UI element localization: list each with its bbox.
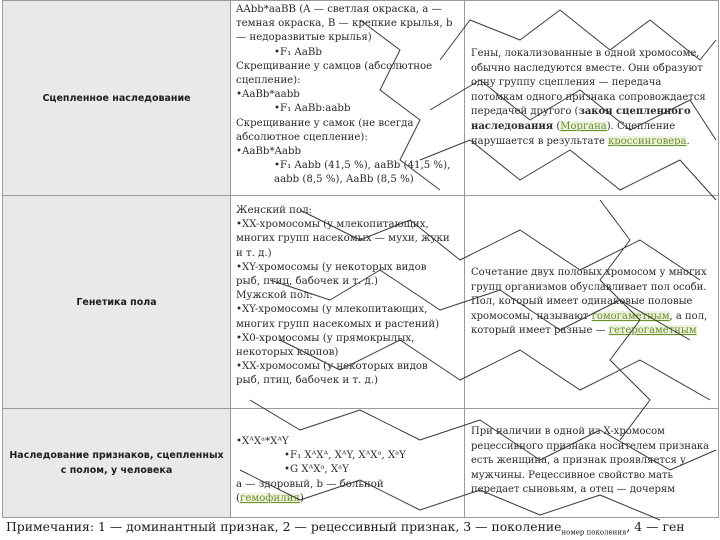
example-line: Скрещивание у самцов (абсолютное bbox=[236, 60, 433, 72]
row-title: Сцепленное наследование bbox=[42, 92, 191, 104]
example-line: некоторых клопов) bbox=[236, 347, 339, 359]
example-line: абсолютное сцепление): bbox=[236, 131, 368, 143]
term-link[interactable]: кроссинговера bbox=[608, 135, 687, 147]
description-text: Сочетание двух половых хромосом у многих групп организмов обуславливает пол особи. Пол, который имеет одинаковые половые хромосомы, называют гомогаметным, а пол, который имеет разные — гетерогаметным bbox=[471, 267, 708, 337]
term-link[interactable]: гомогаметным bbox=[591, 310, 670, 322]
row-title-cell bbox=[3, 196, 231, 409]
example-line: и т. д.) bbox=[236, 247, 272, 259]
example-line: •XX-хромосомы (у некоторых видов bbox=[236, 361, 428, 373]
example-line: Скрещивание у самок (не всегда bbox=[236, 117, 414, 129]
row-title-cell bbox=[3, 1, 231, 196]
example-line: a — здоровый, b — больной bbox=[236, 478, 384, 490]
example-cell bbox=[231, 196, 465, 409]
description-text: При наличии в одной из X-хромосом рецессивного признака носителем признака есть женщина, а признак проявляется у мужчины. Рецессивное свойство мать передает сыновьям, а отец — дочерям bbox=[471, 426, 710, 496]
example-line: (гемофилия) bbox=[236, 492, 304, 504]
example-line: AAbb*aaBB (A — светлая окраска, a — bbox=[236, 4, 442, 15]
example-line: •AaBb*Aabb bbox=[236, 146, 302, 158]
term-link[interactable]: гетерогаметным bbox=[608, 325, 697, 337]
row-title: Генетика пола bbox=[76, 296, 157, 308]
footnote-subscript: номер поколения bbox=[561, 528, 627, 537]
example-line: многих групп насекомых — мухи, жуки bbox=[236, 233, 450, 245]
table-row bbox=[3, 196, 719, 409]
example-line: •XY-хромосомы (у некоторых видов bbox=[236, 261, 427, 273]
example-line: — недоразвитые крылья) bbox=[236, 32, 372, 44]
term-link[interactable]: Моргана bbox=[560, 120, 607, 132]
example-line: рыб, птиц, бабочек и т. д.) bbox=[236, 276, 378, 288]
table-row bbox=[3, 1, 719, 196]
example-cell bbox=[231, 1, 465, 196]
example-line: многих групп насекомых и растений) bbox=[236, 318, 440, 330]
example-line: сцепление): bbox=[236, 75, 301, 87]
example-line: •XᴬXᵃ*XᴬY bbox=[236, 436, 289, 447]
term-link[interactable]: гемофилия bbox=[239, 492, 300, 504]
example-line: •XY-хромосомы (у млекопитающих, bbox=[236, 304, 428, 316]
example-line: темная окраска, B — крепкие крылья, b bbox=[236, 18, 453, 30]
row-title: Наследование признаков, сцепленных с полом, у человека bbox=[9, 450, 224, 476]
law-name: закон сцепленного наследования bbox=[471, 106, 691, 132]
description-cell bbox=[465, 409, 719, 518]
example-line: Женский пол: bbox=[236, 205, 312, 216]
row-title-cell bbox=[3, 409, 231, 518]
table-row bbox=[3, 409, 719, 518]
example-text bbox=[231, 1, 464, 188]
example-line: •F₁ XᴬXᴬ, XᴬY, XᴬXᵃ, XᵃY bbox=[284, 450, 406, 462]
example-line: aabb (8,5 %), AaBb (8,5 %) bbox=[274, 174, 414, 186]
example-line: •X0-хромосомы (у прямокрылых, bbox=[236, 332, 415, 344]
example-line: •AaBb*aabb bbox=[236, 89, 300, 101]
example-line: •F₁ AaBb bbox=[274, 46, 322, 58]
example-line: •F₁ Aabb (41,5 %), aaBb (41,5 %), bbox=[274, 160, 451, 172]
footnote: Примечания: 1 — доминантный признак, 2 — рецессивный признак, 3 — поколение$_{номер поколения}$, 4 — ген bbox=[6, 519, 685, 537]
example-line: •F₁ AaBb:aabb bbox=[274, 103, 351, 115]
example-line: •XX-хромосомы (у млекопитающих, bbox=[236, 219, 429, 231]
example-cell bbox=[231, 409, 465, 518]
example-text bbox=[231, 409, 464, 506]
example-line: рыб, птиц, бабочек и т. д.) bbox=[236, 375, 378, 387]
description-cell bbox=[465, 1, 719, 196]
example-line: Мужской пол: bbox=[236, 290, 313, 302]
description-text: Гены, локализованные в одной хромосоме, обычно наследуются вместе. Они образуют одну группу сцепления — передача потомкам одного признака сопровождается передачей другого (закон сцепленного наследования (Моргана). Сцепление нарушается в результате кроссинговера. bbox=[471, 48, 706, 147]
genetics-table bbox=[2, 0, 719, 518]
example-line: •G XᴬXᵃ, XᵃY bbox=[284, 464, 349, 476]
description-cell bbox=[465, 196, 719, 409]
example-text bbox=[231, 196, 464, 389]
